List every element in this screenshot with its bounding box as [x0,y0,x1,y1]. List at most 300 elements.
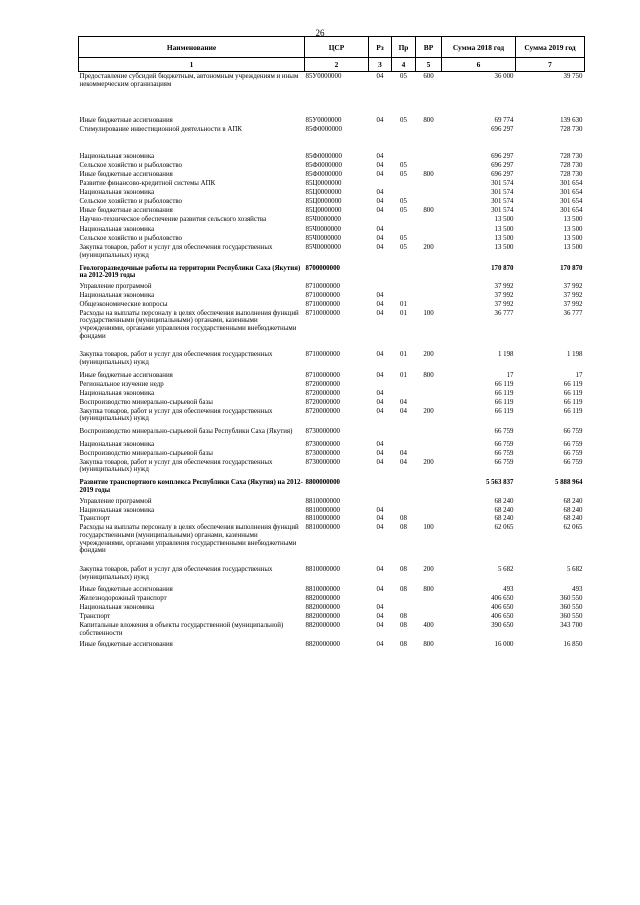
cell-csr: 85Ч0000000 [305,244,341,252]
cell-sum-2018: 301 574 [491,197,514,205]
cell-sum-2019: 343 700 [560,622,583,630]
cell-sum-2019: 37 992 [563,300,583,308]
cell-sum-2019: 360 550 [560,613,583,621]
cell-rz: 04 [376,524,384,532]
cell-sum-2018: 390 650 [491,622,514,630]
cell-vr: 800 [423,171,434,179]
cell-name: Сельское хозяйство и рыболовство [79,162,183,170]
cell-csr: 85Ч0000000 [305,215,341,223]
cell-vr [416,497,442,506]
cell-vr [416,440,442,449]
cell-csr: 8720000000 [305,398,340,406]
page-number: 26 [315,28,325,38]
cell-sum-2019: 68 240 [563,497,583,505]
cell-name: Сельское хозяйство и рыболовство [79,197,183,205]
cell-vr: 800 [423,206,434,214]
cell-sum-2018: 66 759 [494,428,514,436]
cell-pr [392,478,416,494]
cell-vr [416,215,442,224]
cell-vr [416,291,442,300]
cell-vr: 600 [423,73,434,80]
cell-csr: 8810000000 [305,586,340,594]
cell-sum-2018: 13 500 [494,235,514,243]
cell-name: Воспроизводство минерально-сырьевой базы Республики Саха (Якутия) [79,428,293,436]
table-row [79,170,585,179]
column-number: 7 [516,58,585,72]
cell-sum-2018: 696 297 [491,153,514,161]
cell-rz: 04 [376,371,384,379]
table-row [79,621,585,637]
cell-sum-2018: 17 [506,371,514,379]
cell-rz: 04 [376,300,384,308]
cell-vr [416,234,442,243]
cell-sum-2019: 301 654 [560,188,583,196]
cell-sum-2018: 5 682 [497,566,514,573]
cell-vr [416,478,442,494]
table-row [79,565,585,581]
row-spacer [79,555,585,565]
cell-name: Геологоразведочные работы на территории Республики Саха (Якутия) на 2012-2019 годы [79,264,301,280]
cell-pr: 08 [400,586,407,594]
cell-name: Закупка товаров, работ и услуг для обеспечения государственных (муниципальных) нужд [79,458,273,474]
cell-sum-2018: 66 119 [494,398,514,406]
column-number: 3 [369,58,392,72]
table-row [79,179,585,188]
cell-name: Предоставление субсидий бюджетным, автономным учреждениям и иным некоммерческим организациям [79,73,299,88]
cell-rz [369,125,392,134]
cell-pr: 05 [400,73,407,80]
table-row [79,497,585,506]
cell-rz: 04 [376,235,384,243]
cell-sum-2018: 66 759 [494,449,514,457]
cell-vr [416,389,442,398]
cell-pr: 04 [400,407,407,415]
cell-csr: 8820000000 [305,604,340,612]
cell-csr: 8710000000 [305,351,340,359]
cell-name: Иные бюджетные ассигнования [79,640,173,648]
cell-csr: 8810000000 [305,566,340,573]
cell-sum-2018: 13 500 [494,226,514,234]
table-row [79,197,585,206]
cell-rz: 04 [376,566,384,573]
cell-rz: 04 [376,506,384,514]
cell-sum-2019: 13 500 [563,215,583,223]
cell-vr [416,225,442,234]
cell-name: Закупка товаров, работ и услуг для обеспечения государственных (муниципальных) нужд [79,566,273,581]
header-sum-2018: Сумма 2018 год [442,37,516,58]
cell-sum-2018: 68 240 [494,497,514,505]
cell-sum-2019: 5 682 [566,566,583,573]
cell-sum-2019: 728 730 [560,126,583,134]
cell-pr [392,506,416,515]
cell-sum-2019: 37 992 [563,292,583,300]
cell-sum-2019: 36 777 [563,309,583,317]
cell-pr [392,440,416,449]
cell-sum-2018: 66 119 [494,380,514,388]
cell-csr: 8710000000 [305,292,340,300]
cell-sum-2019: 68 240 [563,515,583,523]
cell-csr: 85У0000000 [305,117,342,125]
cell-vr [416,603,442,612]
cell-name: Иные бюджетные ассигнования [79,371,173,379]
cell-sum-2018: 406 650 [491,595,514,603]
cell-vr [416,612,442,621]
cell-sum-2018: 69 774 [494,117,514,125]
cell-pr: 08 [400,524,407,532]
table-row [79,506,585,515]
cell-rz [369,427,392,436]
table-header [79,37,585,72]
cell-rz [369,497,392,506]
cell-csr: 85Ц0000000 [305,179,342,187]
cell-rz: 04 [376,440,384,448]
cell-pr: 01 [400,371,407,379]
cell-vr [416,380,442,389]
cell-pr: 08 [400,613,407,621]
cell-pr: 05 [400,244,407,252]
column-number: 2 [305,58,369,72]
table-row [79,594,585,603]
cell-name: Воспроизводство минерально-сырьевой базы [79,449,213,457]
cell-pr [392,125,416,134]
cell-rz: 04 [376,449,384,457]
cell-sum-2019: 13 500 [563,226,583,234]
cell-sum-2019: 66 119 [563,398,583,406]
cell-csr: 8720000000 [305,389,340,397]
cell-name: Транспорт [79,515,111,523]
table-row [79,72,585,89]
cell-name: Развитие транспортного комплекса Республики Саха (Якутия) на 2012-2019 годы [79,479,303,494]
cell-rz: 04 [376,389,384,397]
cell-sum-2018: 37 992 [494,300,514,308]
cell-pr [392,264,416,280]
cell-sum-2018: 37 992 [494,292,514,300]
cell-name: Иные бюджетные ассигнования [79,171,173,179]
column-number-row [79,58,585,72]
cell-name: Региональное изучение недр [79,380,164,388]
cell-sum-2018: 170 870 [491,264,514,272]
cell-sum-2019: 66 119 [563,380,583,388]
cell-name: Транспорт [79,613,111,621]
cell-name: Национальная экономика [79,506,155,514]
cell-csr: 8820000000 [305,595,340,603]
cell-name: Управление программой [79,497,152,505]
table-row [79,458,585,474]
cell-rz: 04 [376,162,384,170]
row-spacer [79,134,585,152]
cell-rz [369,215,392,224]
cell-sum-2018: 66 119 [494,389,514,397]
column-number: 4 [392,58,416,72]
cell-sum-2019: 68 240 [563,506,583,514]
cell-sum-2018: 1 198 [497,351,514,359]
cell-pr [392,380,416,389]
cell-csr: 8810000000 [305,524,340,532]
cell-pr: 08 [400,566,407,573]
cell-sum-2019: 360 550 [560,604,583,612]
cell-sum-2018: 406 650 [491,613,514,621]
cell-pr [392,389,416,398]
cell-sum-2019: 62 065 [563,524,583,532]
header-name: Наименование [79,37,305,58]
cell-pr [392,291,416,300]
table-row [79,389,585,398]
cell-name: Воспроизводство минерально-сырьевой базы [79,398,213,406]
cell-pr: 04 [400,458,407,466]
table-row [79,188,585,197]
table-row [79,243,585,259]
cell-vr: 400 [423,622,434,630]
table-row [79,380,585,389]
cell-pr: 05 [400,235,407,243]
cell-sum-2019: 66 759 [563,428,583,436]
cell-rz: 04 [376,153,384,161]
cell-pr: 05 [400,117,407,125]
cell-csr: 8810000000 [305,506,340,514]
cell-vr [416,514,442,523]
cell-csr: 85Ц0000000 [305,188,342,196]
table-row [79,309,585,341]
cell-pr [392,225,416,234]
cell-sum-2018: 66 759 [494,458,514,466]
cell-rz: 04 [376,604,384,612]
row-spacer-cell [79,555,585,565]
cell-rz: 04 [376,292,384,300]
cell-vr: 800 [423,371,434,379]
cell-sum-2018: 696 297 [491,126,514,134]
cell-vr: 200 [423,566,434,573]
cell-rz: 04 [376,226,384,234]
table-row [79,612,585,621]
cell-csr: 8810000000 [305,515,340,523]
cell-rz: 04 [376,586,384,594]
cell-sum-2018: 13 500 [494,215,514,223]
row-spacer [79,88,585,116]
row-spacer [79,340,585,350]
column-number: 6 [442,58,516,72]
cell-pr [392,427,416,436]
cell-vr: 200 [423,351,434,359]
cell-sum-2018: 301 574 [491,179,514,187]
cell-name: Расходы на выплаты персоналу в целях обеспечения выполнения функций государственными (муниципальными) органами, казенными учреждениями, органами управления государственными внебюджетными фондами [79,524,299,555]
cell-name: Железнодорожный транспорт [79,595,167,603]
cell-pr: 04 [400,398,407,406]
table-row [79,161,585,170]
table-row [79,125,585,134]
cell-sum-2019: 493 [572,586,583,594]
cell-pr: 08 [400,622,407,630]
cell-sum-2019: 17 [575,371,583,379]
cell-pr [392,497,416,506]
header-csr: ЦСР [305,37,369,58]
row-spacer-cell [79,134,585,152]
cell-sum-2019: 360 550 [560,595,583,603]
cell-rz: 04 [376,622,384,630]
cell-sum-2019: 139 630 [560,117,583,125]
cell-csr: 8820000000 [305,622,340,630]
cell-csr: 85Ф0000000 [305,162,342,170]
cell-rz: 04 [376,188,384,196]
cell-rz [369,264,392,280]
cell-csr: 85Ц0000000 [305,206,342,214]
cell-csr: 85Ф0000000 [305,126,342,134]
cell-rz: 04 [376,309,384,317]
header-pr: Пр [392,37,416,58]
cell-name: Иные бюджетные ассигнования [79,117,173,125]
cell-csr: 8710000000 [305,283,340,291]
cell-csr: 85Ц0000000 [305,197,342,205]
cell-csr: 8710000000 [305,309,340,317]
cell-pr: 01 [400,309,407,317]
cell-rz: 04 [376,640,384,648]
table-row [79,152,585,161]
cell-sum-2019: 66 759 [563,440,583,448]
cell-rz: 04 [376,197,384,205]
table-row [79,449,585,458]
table-row [79,300,585,309]
cell-rz [369,282,392,291]
cell-csr: 8730000000 [305,449,340,457]
cell-csr: 8710000000 [305,300,340,308]
cell-csr: 8720000000 [305,380,340,388]
cell-csr: 85Ч0000000 [305,226,341,234]
column-number: 1 [79,58,305,72]
cell-pr [392,594,416,603]
cell-rz: 04 [376,171,384,179]
cell-sum-2019: 5 888 964 [554,479,583,487]
cell-sum-2018: 16 000 [494,640,514,648]
cell-sum-2018: 36 000 [494,73,514,80]
cell-name: Стимулирование инвестиционной деятельности в АПК [79,126,242,134]
cell-pr: 01 [400,300,407,308]
cell-vr: 800 [423,640,434,648]
table-row [79,398,585,407]
cell-sum-2019: 301 654 [560,206,583,214]
cell-pr: 05 [400,197,407,205]
cell-name: Национальная экономика [79,153,155,161]
cell-name: Национальная экономика [79,389,155,397]
cell-name: Расходы на выплаты персоналу в целях обеспечения выполнения функций государственными (муниципальными) органами, казенными учреждениями, органами управления государственными внебюджетными фондами [79,309,299,340]
cell-sum-2018: 406 650 [491,604,514,612]
cell-vr: 200 [423,407,434,415]
cell-sum-2019: 66 119 [563,389,583,397]
cell-rz [369,179,392,188]
cell-name: Национальная экономика [79,292,155,300]
cell-rz: 04 [376,398,384,406]
cell-name: Научно-техническое обеспечение развития сельского хозяйства [79,215,267,223]
cell-sum-2019: 66 119 [563,407,583,415]
cell-sum-2019: 728 730 [560,171,583,179]
cell-vr: 800 [423,586,434,594]
table-row [79,350,585,366]
cell-sum-2018: 36 777 [494,309,514,317]
cell-vr: 100 [423,309,434,317]
table-row [79,514,585,523]
cell-pr [392,179,416,188]
cell-csr: 85Ч0000000 [305,235,341,243]
table-row [79,371,585,380]
cell-sum-2019: 728 730 [560,153,583,161]
cell-sum-2018: 66 759 [494,440,514,448]
cell-vr [416,506,442,515]
cell-vr [416,179,442,188]
cell-vr [416,449,442,458]
cell-vr: 100 [423,524,434,532]
cell-csr: 8700000000 [305,264,340,272]
cell-rz [369,478,392,494]
cell-pr: 05 [400,162,407,170]
cell-sum-2018: 493 [503,586,514,594]
cell-sum-2018: 68 240 [494,515,514,523]
cell-pr [392,152,416,161]
cell-sum-2018: 5 563 837 [485,479,514,487]
cell-sum-2019: 170 870 [560,264,583,272]
cell-rz [369,380,392,389]
cell-sum-2018: 66 119 [494,407,514,415]
table-row [79,440,585,449]
table-row [79,282,585,291]
cell-sum-2019: 13 500 [563,235,583,243]
cell-pr [392,188,416,197]
cell-name: Иные бюджетные ассигнования [79,586,173,594]
cell-sum-2019: 301 654 [560,179,583,187]
cell-csr: 8730000000 [305,428,340,436]
cell-pr: 08 [400,640,407,648]
cell-vr [416,152,442,161]
cell-vr [416,427,442,436]
cell-vr: 200 [423,244,434,252]
cell-name: Национальная экономика [79,604,155,612]
cell-vr [416,264,442,280]
cell-rz: 04 [376,407,384,415]
row-spacer-cell [79,88,585,116]
cell-rz: 04 [376,458,384,466]
cell-pr [392,215,416,224]
cell-sum-2018: 62 065 [494,524,514,532]
header-rz: Рз [369,37,392,58]
cell-rz: 04 [376,515,384,523]
cell-csr: 85Ф0000000 [305,171,342,179]
header-sum-2019: Сумма 2019 год [516,37,585,58]
cell-name: Иные бюджетные ассигнования [79,206,173,214]
table-row [79,603,585,612]
cell-rz: 04 [376,613,384,621]
table-row [79,225,585,234]
cell-csr: 85Ф0000000 [305,153,342,161]
cell-name: Закупка товаров, работ и услуг для обеспечения государственных (муниципальных) нужд [79,244,273,259]
cell-csr: 8730000000 [305,458,340,466]
cell-name: Национальная экономика [79,188,155,196]
cell-sum-2019: 301 654 [560,197,583,205]
table-row [79,291,585,300]
cell-sum-2018: 301 574 [491,206,514,214]
cell-vr [416,398,442,407]
cell-sum-2019: 728 730 [560,162,583,170]
cell-rz: 04 [376,117,384,125]
cell-sum-2018: 301 574 [491,188,514,196]
cell-name: Национальная экономика [79,226,155,234]
table-row [79,523,585,555]
cell-csr: 85У0000000 [305,73,342,80]
cell-sum-2019: 37 992 [563,283,583,291]
cell-rz [369,594,392,603]
cell-sum-2019: 13 500 [563,244,583,252]
cell-name: Общеэкономические вопросы [79,300,168,308]
table-row [79,206,585,215]
budget-table [78,36,585,648]
cell-csr: 8710000000 [305,371,340,379]
cell-name: Развитие финансово-кредитной системы АПК [79,179,216,187]
